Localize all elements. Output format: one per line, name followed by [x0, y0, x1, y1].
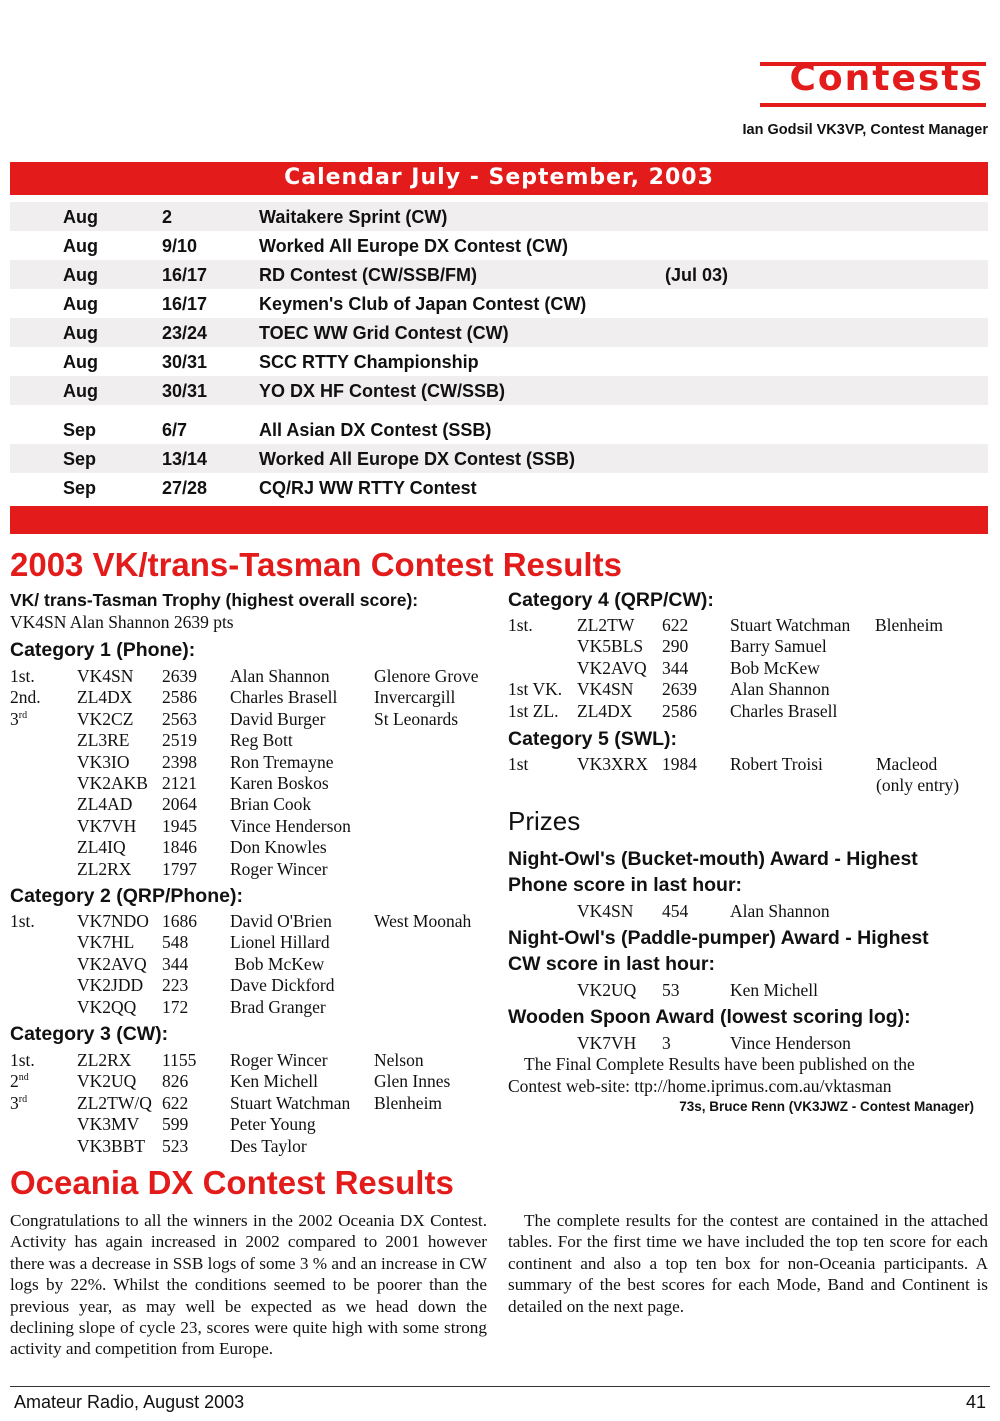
trophy-winner: VK4SN Alan Shannon 2639 pts — [10, 612, 234, 632]
calendar-contest: Worked All Europe DX Contest (CW) — [259, 236, 569, 256]
header-rule-bottom — [760, 103, 986, 107]
calendar-contest: Waitakere Sprint (CW) — [259, 207, 448, 227]
table-row: VK3MV 599 Peter Young — [77, 1114, 316, 1135]
table-row: VK3BBT 523 Des Taylor — [77, 1135, 307, 1156]
table-row: 1st. VK7NDO 1686 David O'Brien West Moonah — [10, 911, 472, 931]
category-3-heading: Category 3 (CW): — [10, 1023, 169, 1045]
table-row: VK2UQ 53 Ken Michell — [577, 980, 818, 1000]
calendar-row — [10, 318, 988, 347]
table-row: VK2AVQ 344 Bob McKew — [77, 953, 325, 974]
calendar-date: 2 — [162, 207, 173, 227]
table-row: VK5BLS 290 Barry Samuel — [577, 636, 827, 657]
table-row: 1st. ZL2RX 1155 Roger Wincer Nelson — [10, 1050, 424, 1070]
table-row: VK2JDD 223 Dave Dickford — [77, 975, 335, 996]
calendar-row — [10, 415, 988, 444]
calendar-month: Aug — [63, 294, 98, 314]
table-row: VK2QQ 172 Brad Granger — [77, 996, 326, 1017]
category-4-table — [508, 615, 988, 722]
calendar-contest: YO DX HF Contest (CW/SSB) — [259, 381, 505, 401]
calendar-month: Aug — [63, 207, 98, 227]
table-row: 1st. VK4SN 2639 Alan Shannon Glenore Grove — [10, 666, 479, 686]
calendar-bottom-bar — [10, 506, 988, 534]
table-row: (only entry) — [876, 775, 960, 796]
oceania-paragraph-left: Congratulations to all the winners in the 2002 Oceania DX Contest. Activity has again increased in 2002 compared to 2001 however there was a decrease in SSB logs of some 3 % and an increase in CW logs by 22%. Whilst the conditions seemed to be poorer than the previous year, as may well be expected as we head down the declining slope of cycle 23, scores were quite high with some strong activity and competition from Europe. — [10, 1211, 487, 1359]
final-results-line-2: Contest web-site: ttp://home.iprimus.com.au/vktasman — [508, 1076, 892, 1096]
calendar-month: Sep — [63, 420, 97, 440]
table-row: VK4SN 454 Alan Shannon — [577, 901, 830, 921]
table-row: VK2AVQ 344 Bob McKew — [577, 657, 820, 678]
calendar-row — [10, 444, 988, 473]
footer-publication: Amateur Radio, August 2003 — [14, 1392, 245, 1412]
wooden-spoon-winner — [508, 1033, 988, 1054]
footer-rule — [10, 1386, 990, 1387]
calendar-row — [10, 202, 988, 231]
category-5-heading: Category 5 (SWL): — [508, 728, 678, 750]
category-3-table — [10, 1050, 490, 1157]
table-row: 1st ZL. ZL4DX 2586 Charles Brasell — [508, 700, 838, 721]
section-title: Contests — [789, 58, 984, 99]
calendar-month: Aug — [63, 323, 98, 343]
category-1-table — [10, 666, 490, 880]
calendar-row — [10, 473, 988, 502]
table-row: VK7VH 3 Vince Henderson — [577, 1033, 851, 1053]
calendar-row — [10, 231, 988, 260]
calendar-contest: RD Contest (CW/SSB/FM) — [259, 265, 477, 285]
table-row: VK3IO 2398 Ron Tremayne — [77, 751, 334, 772]
page-number: 41 — [965, 1392, 986, 1412]
calendar-contest: Worked All Europe DX Contest (SSB) — [259, 449, 576, 469]
category-2-heading: Category 2 (QRP/Phone): — [10, 885, 243, 907]
prizes-heading: Prizes — [508, 806, 581, 836]
wooden-spoon-title: Wooden Spoon Award (lowest scoring log): — [508, 1006, 911, 1028]
table-row: 3rd ZL2TW/Q 622 Stuart Watchman Blenheim — [10, 1092, 443, 1113]
calendar-row — [10, 289, 988, 318]
calendar-date: 23/24 — [162, 323, 208, 343]
table-row: 1st VK3XRX 1984 Robert Troisi Macleod — [508, 754, 938, 774]
table-row: VK7VH 1945 Vince Henderson — [77, 815, 351, 836]
table-row: VK2AKB 2121 Karen Boskos — [77, 772, 329, 793]
calendar-contest: CQ/RJ WW RTTY Contest — [259, 478, 477, 498]
calendar-date: 9/10 — [162, 236, 198, 256]
calendar-month: Aug — [63, 381, 98, 401]
calendar-date: 16/17 — [162, 265, 208, 285]
final-results-line-1: The Final Complete Results have been published on the — [524, 1054, 915, 1074]
night-owl-cw-title-2: CW score in last hour: — [508, 953, 715, 975]
calendar-row — [10, 260, 988, 289]
table-row: 1st VK. VK4SN 2639 Alan Shannon — [508, 679, 830, 700]
calendar-row — [10, 376, 988, 405]
calendar-date: 13/14 — [162, 449, 208, 469]
calendar-date: 30/31 — [162, 381, 208, 401]
category-2-table — [10, 911, 490, 1018]
calendar-month: Sep — [63, 449, 97, 469]
table-row: 2nd VK2UQ 826 Ken Michell Glen Innes — [10, 1071, 451, 1092]
calendar-month: Sep — [63, 478, 97, 498]
calendar-row — [10, 347, 988, 376]
table-row: 1st. ZL2TW 622 Stuart Watchman Blenheim — [508, 615, 944, 635]
calendar-date: 16/17 — [162, 294, 208, 314]
table-row: 3rd VK2CZ 2563 David Burger St Leonards — [10, 708, 459, 729]
vk-tasman-title: 2003 VK/trans-Tasman Contest Results — [10, 546, 622, 583]
trophy-heading: VK/ trans-Tasman Trophy (highest overall score): — [10, 590, 419, 610]
category-5-table — [508, 754, 988, 797]
calendar-date: 30/31 — [162, 352, 208, 372]
calendar-contest: All Asian DX Contest (SSB) — [259, 420, 492, 440]
calendar-date: 27/28 — [162, 478, 208, 498]
category-4-heading: Category 4 (QRP/CW): — [508, 589, 714, 611]
calendar-title: Calendar July - September, 2003 — [284, 165, 714, 190]
oceania-title: Oceania DX Contest Results — [10, 1164, 454, 1201]
calendar-contest: TOEC WW Grid Contest (CW) — [259, 323, 509, 343]
calendar-contest: SCC RTTY Championship — [259, 352, 479, 372]
calendar-note: (Jul 03) — [665, 265, 729, 285]
night-owl-phone-title-1: Night-Owl's (Bucket-mouth) Award - Highest — [508, 848, 918, 870]
table-row: ZL2RX 1797 Roger Wincer — [77, 858, 328, 879]
calendar-month: Aug — [63, 265, 98, 285]
night-owl-cw-title-1: Night-Owl's (Paddle-pumper) Award - Highest — [508, 927, 929, 949]
oceania-paragraph-right: The complete results for the contest are contained in the attached tables. For the first time we have included the top ten score for each continent and also a top ten box for non-Oceania participants. A summary of the best scores for each Mode, Band and Continent is detailed on the next page. — [508, 1211, 988, 1316]
author-line: Ian Godsil VK3VP, Contest Manager — [742, 122, 988, 138]
category-1-heading: Category 1 (Phone): — [10, 639, 196, 661]
table-row: VK7HL 548 Lionel Hillard — [77, 932, 330, 953]
table-row: ZL4AD 2064 Brian Cook — [77, 794, 312, 815]
night-owl-phone-winner — [508, 901, 988, 922]
calendar-date: 6/7 — [162, 420, 188, 440]
calendar-month: Aug — [63, 236, 98, 256]
night-owl-phone-title-2: Phone score in last hour: — [508, 874, 743, 896]
calendar-month: Aug — [63, 352, 98, 372]
table-row: 2nd. ZL4DX 2586 Charles Brasell Invercargill — [10, 687, 456, 708]
calendar-contest: Keymen's Club of Japan Contest (CW) — [259, 294, 587, 314]
table-row: ZL3RE 2519 Reg Bott — [77, 730, 293, 751]
credit-line: 73s, Bruce Renn (VK3JWZ - Contest Manager) — [679, 1099, 974, 1114]
table-row: ZL4IQ 1846 Don Knowles — [77, 837, 327, 858]
night-owl-cw-winner — [508, 980, 988, 1001]
